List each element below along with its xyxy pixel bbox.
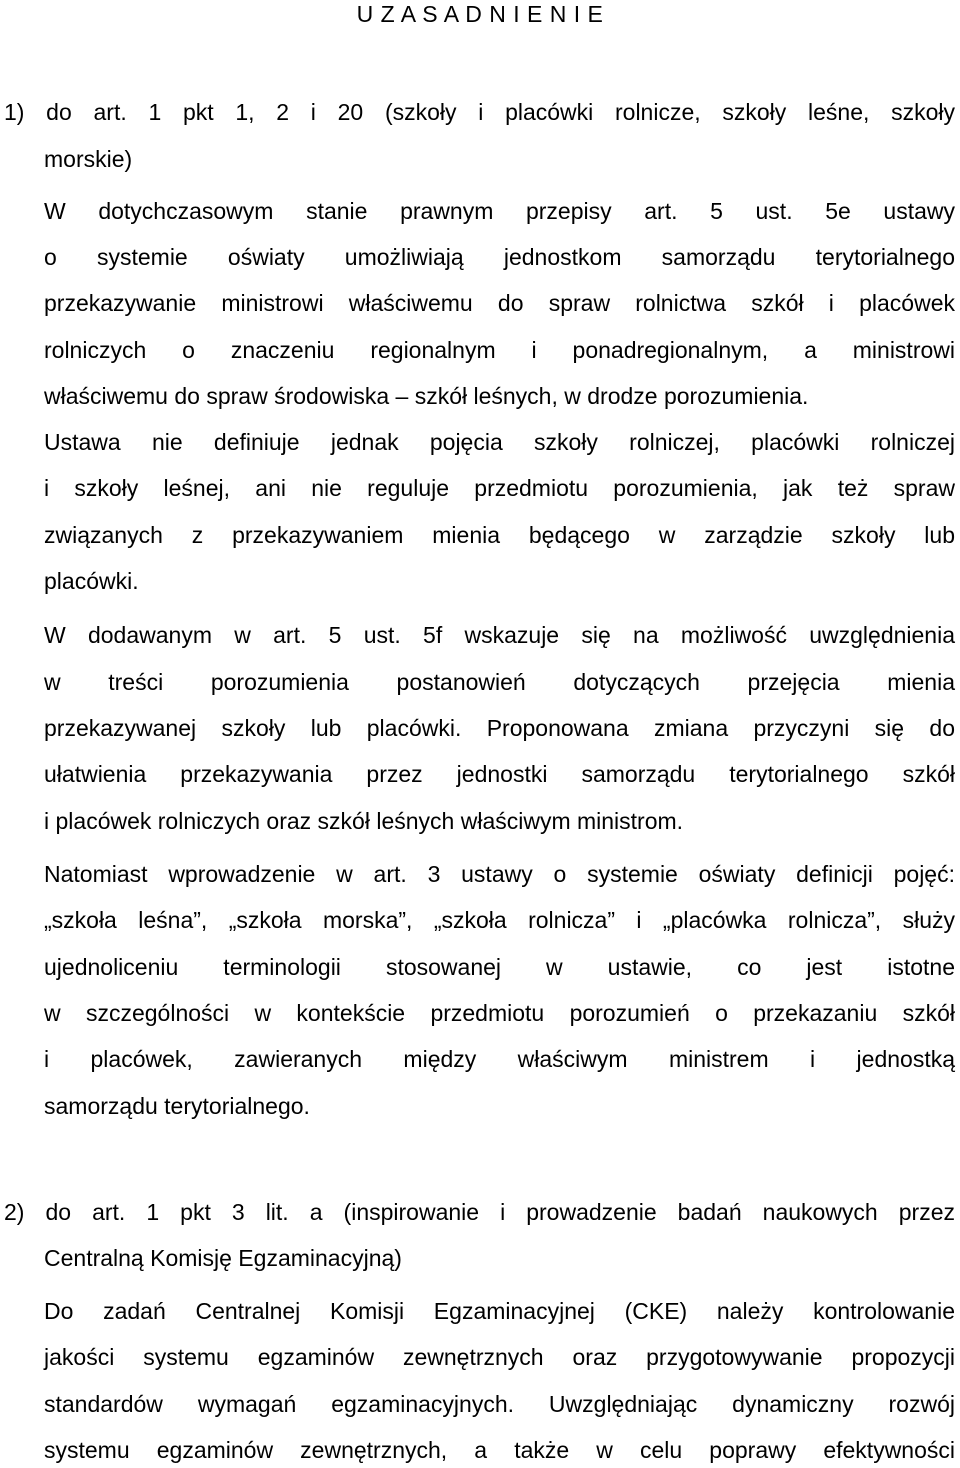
paragraph-line: Do zadań Centralnej Komisji Egzaminacyjnej (CKE) należy kontrolowanie xyxy=(44,1298,955,1324)
paragraph-line: placówki. xyxy=(44,568,139,594)
section-1-heading-line-1: 1) do art. 1 pkt 1, 2 i 20 (szkoły i placówki rolnicze, szkoły leśne, szkoły xyxy=(4,99,955,125)
paragraph-line: W dotychczasowym stanie prawnym przepisy art. 5 ust. 5e ustawy xyxy=(44,198,955,224)
paragraph-line: ułatwienia przekazywania przez jednostki samorządu terytorialnego szkół xyxy=(44,761,955,787)
paragraph-line: związanych z przekazywaniem mienia będącego w zarządzie szkoły lub xyxy=(44,522,955,548)
paragraph-line: o systemie oświaty umożliwiają jednostkom samorządu terytorialnego xyxy=(44,244,955,270)
paragraph-line: systemu egzaminów zewnętrznych, a także w celu poprawy efektywności xyxy=(44,1437,955,1463)
paragraph-line: w treści porozumienia postanowień dotyczących przejęcia mienia xyxy=(44,669,955,695)
paragraph-line: W dodawanym w art. 5 ust. 5f wskazuje się na możliwość uwzględnienia xyxy=(44,622,955,648)
paragraph-line: samorządu terytorialnego. xyxy=(44,1093,310,1119)
section-2-heading-line-1: 2) do art. 1 pkt 3 lit. a (inspirowanie i prowadzenie badań naukowych przez xyxy=(4,1199,955,1225)
paragraph-line: „szkoła leśna”, „szkoła morska”, „szkoła rolnicza” i „placówka rolnicza”, służy xyxy=(44,907,955,933)
paragraph-line: właściwemu do spraw środowiska – szkół leśnych, w drodze porozumienia. xyxy=(44,383,809,409)
paragraph-line: i placówek rolniczych oraz szkół leśnych właściwym ministrom. xyxy=(44,808,684,834)
document-title: U Z A S A D N I E N I E xyxy=(356,1,604,27)
paragraph-line: rolniczych o znaczeniu regionalnym i ponadregionalnym, a ministrowi xyxy=(44,337,955,363)
paragraph-line: w szczególności w kontekście przedmiotu porozumień o przekazaniu szkół xyxy=(44,1000,955,1026)
paragraph-line: i placówek, zawieranych między właściwym ministrem i jednostką xyxy=(44,1046,955,1072)
paragraph-line: Natomiast wprowadzenie w art. 3 ustawy o systemie oświaty definicji pojęć: xyxy=(44,861,955,887)
paragraph-line: ujednoliceniu terminologii stosowanej w ustawie, co jest istotne xyxy=(44,954,955,980)
section-2-heading-line-2: Centralną Komisję Egzaminacyjną) xyxy=(44,1245,402,1271)
paragraph-line: jakości systemu egzaminów zewnętrznych oraz przygotowywanie propozycji xyxy=(44,1344,955,1370)
paragraph-line: standardów wymagań egzaminacyjnych. Uwzględniając dynamiczny rozwój xyxy=(44,1391,955,1417)
section-1-heading-line-2: morskie) xyxy=(44,146,133,172)
paragraph-line: Ustawa nie definiuje jednak pojęcia szkoły rolniczej, placówki rolniczej xyxy=(44,429,955,455)
paragraph-line: przekazywanie ministrowi właściwemu do spraw rolnictwa szkół i placówek xyxy=(44,290,955,316)
paragraph-line: i szkoły leśnej, ani nie reguluje przedmiotu porozumienia, jak też spraw xyxy=(44,475,955,501)
paragraph-line: przekazywanej szkoły lub placówki. Proponowana zmiana przyczyni się do xyxy=(44,715,955,741)
